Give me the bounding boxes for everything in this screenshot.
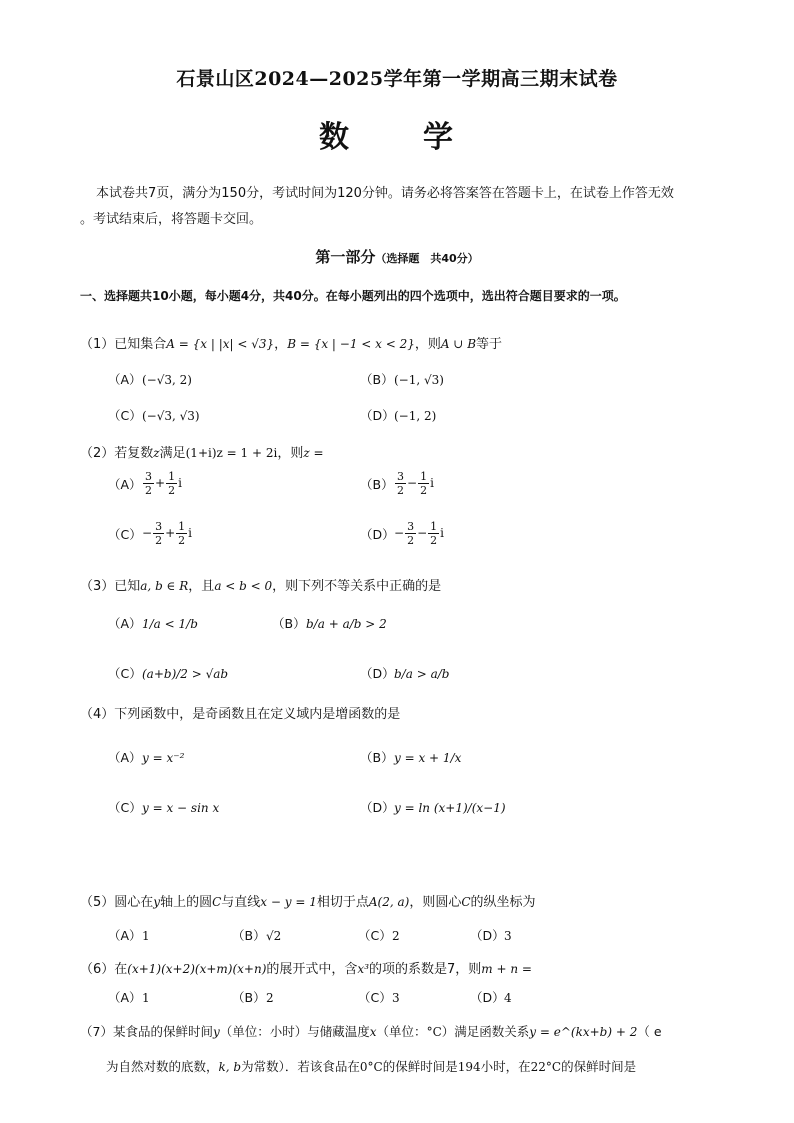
numerator: 1 [168, 470, 176, 483]
option-1b[interactable] [360, 370, 444, 388]
option-label: （B） [360, 750, 394, 765]
fraction [428, 520, 439, 547]
section-instructions: 一、选择题共10小题，每小题4分，共40分。在每小题列出的四个选项中，选出符合题目要求的一项。 [80, 289, 626, 303]
denominator: 2 [155, 534, 163, 547]
option-5a[interactable] [108, 926, 150, 944]
fraction [405, 520, 416, 547]
option-6a[interactable] [108, 988, 150, 1006]
stem-text: （5）圆心在 [80, 895, 154, 910]
operator: + [165, 526, 176, 540]
option-2b[interactable] [360, 470, 434, 497]
imag-unit: i [440, 526, 444, 540]
option-math: y = x − sin x [142, 801, 220, 815]
fraction [176, 520, 187, 547]
math-expr: z [153, 446, 160, 460]
option-math: 1 [142, 929, 150, 943]
part-note: （选择题 共40分） [375, 252, 479, 265]
option-5d[interactable] [470, 926, 512, 944]
option-4b[interactable] [360, 748, 461, 766]
math-expr: C [212, 895, 222, 909]
math-expr: x [369, 1025, 377, 1039]
stem-text: （1）已知集合 [80, 337, 167, 352]
stem-text: 的项的系数是7，则 [369, 962, 482, 977]
sign: − [394, 526, 405, 540]
option-math: y = ln (x+1)/(x−1) [394, 801, 506, 815]
stem-text: 等于 [476, 337, 503, 352]
denominator: 2 [430, 534, 438, 547]
part-heading [0, 246, 794, 267]
fraction [395, 470, 406, 497]
math-expr: 22°C [530, 1060, 562, 1074]
math-expr: 0°C [359, 1060, 383, 1074]
math-expr: (x+1)(x+2)(x+m)(x+n) [127, 962, 267, 976]
option-label: （D） [470, 990, 505, 1005]
option-3d[interactable] [360, 664, 449, 682]
fraction [143, 470, 154, 497]
option-math: b/a + a/b > 2 [306, 617, 387, 631]
option-label: （C） [108, 800, 142, 815]
option-math: 2 [392, 929, 400, 943]
sign: − [142, 526, 153, 540]
option-math: 2 [266, 991, 274, 1005]
numerator: 1 [178, 520, 186, 533]
option-label: （A） [108, 372, 142, 387]
stem-text: 的保鲜时间是 [382, 1059, 458, 1074]
numerator: 3 [397, 470, 404, 483]
stem-text: 的纵坐标为 [470, 895, 536, 910]
math-expr: z = [303, 446, 324, 460]
math-expr: a < b < 0 [214, 579, 273, 593]
numerator: 1 [420, 470, 428, 483]
stem-text: （单位：小时）与储藏温度 [219, 1024, 370, 1039]
option-math: (a+b)/2 > √ab [142, 667, 229, 681]
option-5c[interactable] [358, 926, 400, 944]
option-math: 4 [504, 991, 512, 1005]
option-3c[interactable] [108, 664, 228, 682]
subject-title: 数 学 [319, 120, 475, 155]
denominator: 2 [168, 484, 176, 497]
question-7-stem-line-2 [106, 1057, 636, 1075]
question-7-stem-line-1 [80, 1022, 662, 1040]
option-label: （B） [360, 372, 394, 387]
operator: − [407, 476, 418, 490]
option-math: 1/a < 1/b [142, 617, 198, 631]
question-3-stem [80, 575, 441, 594]
denominator: 2 [407, 534, 415, 547]
stem-text: （2）若复数 [80, 446, 154, 461]
option-label: （A） [108, 990, 142, 1005]
question-6-stem [80, 958, 532, 977]
fraction [418, 470, 429, 497]
denominator: 2 [178, 534, 186, 547]
stem-text: （3）已知 [80, 579, 141, 594]
option-label: （A） [108, 928, 142, 943]
option-3b[interactable] [272, 614, 387, 632]
question-4-stem: （4）下列函数中，是奇函数且在定义域内是增函数的是 [80, 707, 401, 722]
option-label: （D） [360, 800, 395, 815]
option-4c[interactable] [108, 798, 219, 816]
stem-text: 与直线 [221, 895, 261, 910]
question-1-stem [80, 333, 502, 352]
math-expr: y [153, 895, 161, 909]
option-6d[interactable] [470, 988, 512, 1006]
option-1d[interactable] [360, 406, 436, 424]
option-math: 3 [504, 929, 512, 943]
stem-text: 为自然对数的底数， [106, 1059, 219, 1074]
stem-text: 相切于点 [316, 895, 369, 910]
option-2c[interactable] [108, 520, 192, 547]
math-expr: y [212, 1025, 220, 1039]
stem-text: ）满足函数关系 [441, 1024, 530, 1039]
numerator: 1 [430, 520, 438, 533]
option-2a[interactable] [108, 470, 182, 497]
math-expr: °C [426, 1025, 442, 1039]
stem-text: ，则圆心 [409, 895, 462, 910]
option-label: （D） [360, 408, 395, 423]
option-6b[interactable] [232, 988, 274, 1006]
option-5b[interactable] [232, 926, 281, 944]
option-label: （D） [470, 928, 505, 943]
math-expr: x − y = 1 [260, 895, 317, 909]
math-expr: m + n = [481, 962, 532, 976]
stem-text: 为常数）．若该食品在 [241, 1059, 360, 1074]
option-label: （C） [108, 526, 142, 542]
stem-text: 满足 [159, 446, 186, 461]
imag-unit: i [178, 476, 182, 490]
math-expr: a, b ∈ R [140, 579, 189, 593]
math-expr: x³ [357, 962, 369, 976]
fraction [153, 520, 164, 547]
option-math: (−1, √3) [394, 373, 444, 387]
option-label: （C） [108, 666, 142, 681]
option-math: b/a > a/b [394, 667, 450, 681]
question-5-stem [80, 891, 536, 910]
option-label: （B） [272, 616, 306, 631]
option-1a[interactable] [108, 370, 192, 388]
math-expr: (1+i)z = 1 + 2i [185, 446, 278, 460]
option-math: √2 [266, 929, 282, 943]
option-4a[interactable] [108, 748, 184, 766]
exam-title: 石景山区2024—2025学年第一学期高三期末试卷 [176, 68, 618, 90]
option-label: （D） [360, 526, 395, 542]
stem-text: ，则下列不等关系中正确的是 [272, 579, 442, 594]
option-2d[interactable] [360, 520, 444, 547]
intro-line-1: 本试卷共7页，满分为150分，考试时间为120分钟。请务必将答案答在答题卡上，在试卷上作答无效 [96, 186, 674, 201]
stem-text: ， [274, 337, 288, 352]
stem-text: （单位： [376, 1024, 427, 1039]
option-3a[interactable] [108, 614, 198, 632]
denominator: 2 [145, 484, 152, 497]
math-expr: y = e^(kx+b) + 2 [529, 1025, 638, 1039]
numerator: 3 [155, 520, 163, 533]
option-1c[interactable] [108, 406, 200, 424]
math-expr: B = {x | −1 < x < 2} [287, 337, 415, 351]
denominator: 2 [397, 484, 404, 497]
option-math: (−1, 2) [394, 409, 437, 423]
option-math: y = x + 1/x [394, 751, 462, 765]
option-math: y = x⁻² [142, 751, 185, 765]
stem-text: （7）某食品的保鲜时间 [80, 1024, 213, 1039]
option-label: （B） [360, 476, 394, 492]
option-label: （C） [358, 990, 392, 1005]
stem-text: 轴上的圆 [160, 895, 213, 910]
stem-text: ，且 [188, 579, 215, 594]
option-math: (−√3, √3) [142, 409, 200, 423]
math-expr: C [461, 895, 471, 909]
stem-text: ，则 [277, 446, 304, 461]
option-6c[interactable] [358, 988, 400, 1006]
option-math: 3 [392, 991, 400, 1005]
option-label: （C） [108, 408, 142, 423]
option-label: （A） [108, 616, 142, 631]
stem-text: （6）在 [80, 962, 128, 977]
numerator: 3 [145, 470, 152, 483]
option-label: （B） [232, 928, 266, 943]
math-expr: k, b [218, 1060, 242, 1074]
stem-text: 的保鲜时间是 [561, 1059, 637, 1074]
stem-text: ，则 [414, 337, 441, 352]
option-math: 1 [142, 991, 150, 1005]
stem-text: 小时，在 [480, 1059, 531, 1074]
operator: + [155, 476, 166, 490]
option-label: （B） [232, 990, 266, 1005]
stem-text: 的展开式中，含 [266, 962, 358, 977]
option-label: （A） [108, 750, 142, 765]
stem-text: （ e [637, 1024, 662, 1039]
operator: − [417, 526, 428, 540]
fraction [166, 470, 177, 497]
intro-line-2: 。考试结束后，将答题卡交回。 [80, 212, 263, 227]
option-math: (−√3, 2) [142, 373, 192, 387]
option-label: （A） [108, 476, 142, 492]
imag-unit: i [188, 526, 192, 540]
imag-unit: i [430, 476, 434, 490]
denominator: 2 [420, 484, 428, 497]
option-label: （C） [358, 928, 392, 943]
question-2-stem [80, 442, 324, 461]
math-expr: 194 [457, 1060, 481, 1074]
math-expr: A(2, a) [368, 895, 410, 909]
numerator: 3 [407, 520, 415, 533]
math-expr: A = {x | |x| < √3} [166, 337, 275, 351]
option-4d[interactable] [360, 798, 506, 816]
option-label: （D） [360, 666, 395, 681]
part-title: 第一部分 [315, 248, 376, 266]
math-expr: A ∪ B [440, 337, 477, 351]
